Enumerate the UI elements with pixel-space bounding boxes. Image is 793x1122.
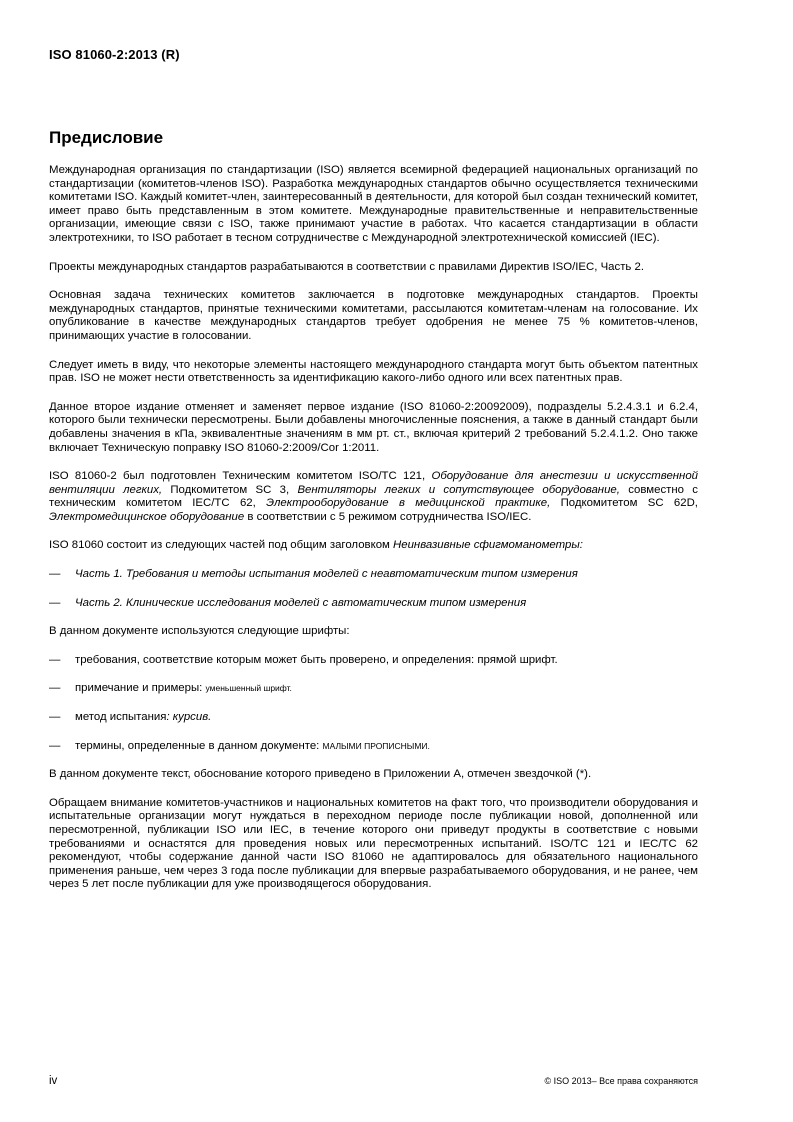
paragraph-patents: Следует иметь в виду, что некоторые элементы настоящего международного стандарта могут быть объектом патентных прав. ISO не может нести ответственность за идентификацию какого-либо одного или всех патентных прав. [49, 358, 698, 385]
font-notes-label: примечание и примеры: [75, 682, 206, 695]
paragraph-directives: Проекты международных стандартов разрабатываются в соответствии с правилами Директив ISO/IEC, Часть 2. [49, 260, 645, 273]
part-2-title: Часть 2. Клинические исследования моделей с автоматическим типом измерения [75, 596, 527, 609]
dash-marker: — [49, 711, 61, 724]
paragraph-fonts-intro: В данном документе используются следующие шрифты: [49, 625, 350, 638]
text-fragment: совместно с техническим комитетом IEC/TC 62, [49, 483, 698, 510]
font-test-method-text [75, 711, 698, 725]
page-title: Предисловие [49, 128, 164, 147]
list-item-font-notes [49, 682, 698, 696]
font-terms-label: термины, определенные в данном документе: [75, 739, 323, 752]
page-number: iv [49, 1075, 58, 1087]
dash-marker: — [49, 653, 61, 666]
list-item-part-1 [49, 568, 698, 582]
font-requirements-text: требования, соответствие которым может быть проверено, и определения: прямой шрифт. [75, 653, 558, 666]
paragraph-parts-intro [49, 539, 698, 553]
paragraph-iso-intro: Международная организация по стандартизации (ISO) является всемирной федерацией национальных организаций по стандартизации (комитетов-членов ISO). Разработка международных стандартов обычно осуществляется техническими комитетами ISO. Каждый комитет-член, заинтересованный в деятельности, для которой был создан технический комитет, имеет право быть представленным в этом комитете. Международные правительственные и неправительственные организации, имеющие связи с ISO, также принимают участие в работах. Что касается стандартизации в области электротехники, то ISO работает в тесном сотрудничестве с Международной электротехнической комиссией (IEC). [49, 164, 698, 244]
font-terms-sample: МАЛЫМИ ПРОПИСНЫМИ. [322, 740, 430, 751]
dash-marker: — [49, 596, 61, 609]
text-fragment: ISO 81060 состоит из следующих частей под общим заголовком [49, 539, 394, 552]
italic-subcommittee-title: Вентиляторы легких и сопутствующее оборудование, [297, 483, 620, 496]
list-item-font-terms [49, 740, 698, 754]
font-test-method-sample: : курсив. [166, 711, 212, 724]
copyright-notice: © ISO 2013– Все права сохраняются [544, 1076, 698, 1086]
paragraph-transition-period: Обращаем внимание комитетов-участников и национальных комитетов на факт того, что производители оборудования и испытательные организации могут нуждаться в переходном периоде после публикации новой, дополненной или пересмотренной, публикации ISO или IEC, в течение которого они приведут продукты в соответствие с новыми требованиями и оснастятся для проведения новых или пересмотренных испытаний. ISO/TC 121 и IEC/TC 62 рекомендуют, чтобы содержание данной части ISO 81060 не адаптировалось для обязательного национального применения раньше, чем через 3 года после публикации для впервые разрабатываемого оборудования, и не ранее, чем через 5 лет после публикации для уже производящегося оборудования. [49, 796, 698, 891]
italic-committee-title: Электрооборудование в медицинской практике, [266, 497, 551, 510]
italic-subcommittee-title: Электромедицинское оборудование [49, 510, 245, 523]
paragraph-prepared-by [49, 470, 698, 524]
part-1-title: Часть 1. Требования и методы испытания моделей с неавтоматическим типом измерения [75, 568, 578, 581]
dash-marker: — [49, 739, 61, 752]
italic-committee-title: Оборудование для анестезии и искусственной вентиляции легких, [49, 470, 698, 496]
font-terms-text [75, 740, 698, 754]
list-item-font-requirements [49, 654, 698, 668]
paragraph-committees-task: Основная задача технических комитетов заключается в подготовке международных стандартов. Проекты международных стандартов, принятые техническими комитетами, рассылаются комитетам-членам на голосование. Их опубликование в качестве международных стандартов требует одобрения не менее 75 % комитетов-членов, принимающих участие в голосовании. [49, 289, 698, 342]
document-body [49, 164, 698, 907]
list-item-part-2 [49, 597, 698, 611]
dash-marker: — [49, 682, 61, 695]
text-fragment: Подкомитетом SC 3, [162, 483, 298, 496]
dash-marker: — [49, 568, 61, 581]
italic-general-title: Неинвазивные сфигмоманометры: [393, 539, 583, 552]
text-fragment: ISO 81060-2 был подготовлен Техническим комитетом ISO/TC 121, [49, 470, 432, 483]
text-fragment: Подкомитетом SC 62D, [550, 497, 698, 510]
paragraph-asterisk-note: В данном документе текст, обоснование которого приведено в Приложении А, отмечен звездочкой (*). [49, 768, 592, 781]
standard-code-header: ISO 81060-2:2013 (R) [49, 47, 180, 62]
font-notes-sample: уменьшенный шрифт. [205, 683, 292, 694]
font-notes-text [75, 682, 698, 696]
paragraph-edition: Данное второе издание отменяет и заменяет первое издание (ISO 81060-2:20092009), подразделы 5.2.4.3.1 и 6.2.4, которого были технически пересмотрены. Были добавлены многочисленные пояснения, а также в данный стандарт были добавлены значения в кПа, эквивалентные значениям в мм рт. ст., включая критерий 2 требований 5.2.4.1.2. Оно также включает Техническую поправку ISO 81060-2:2009/Cor 1:2011. [49, 400, 698, 454]
text-fragment: в соответствии с 5 режимом сотрудничества ISO/IEC. [244, 510, 532, 523]
list-item-font-test-method [49, 711, 698, 725]
font-test-method-label: метод испытания [75, 711, 167, 724]
